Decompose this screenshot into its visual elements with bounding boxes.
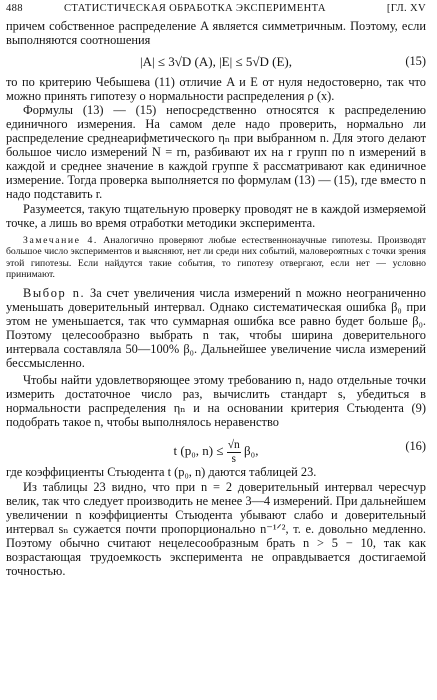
remark-4 bbox=[6, 235, 426, 281]
formula-16-fraction bbox=[227, 439, 241, 465]
formula-16-expression bbox=[6, 439, 426, 465]
page-number: 488 bbox=[6, 3, 23, 14]
formula-16-number: (16) bbox=[405, 439, 426, 454]
paragraph-6: Чтобы найти удовлетворяющее этому требованию n, надо отдельные точки измерить достаточное число раз, вычислить стандарт s, убедиться в нормальности распределения ηₙ и на основании критерия Стьюдента (9) подобрать такое n, чтобы выполнялось неравенство bbox=[6, 373, 426, 430]
formula-16-lhs: t (p₀, n) ≤ bbox=[173, 443, 224, 459]
section-label: Выбор n. bbox=[23, 285, 86, 300]
running-header bbox=[6, 3, 426, 19]
paragraph-3: Формулы (13) — (15) непосредственно относятся к распределению единичного измерения. На самом деле надо проверить, нормально ли распределение среднеарифметического ηₙ при выбранном n. Для этого делают большое число измерений N = rn, разбивают их на r групп по n измерений в каждой и среднее значение в каждой группе x̄ рассматривают как единичное измерение. Тогда проверка выполняется по формулам (13) — (15), где вместо n надо подставить r. bbox=[6, 103, 426, 202]
paragraph-1: причем собственное распределение A является симметричным. Поэтому, если выполняются соотношения bbox=[6, 19, 426, 48]
formula-16-numerator: √n bbox=[227, 439, 240, 452]
paragraph-2: то по критерию Чебышева (11) отличие A и E от нуля недостоверно, так что можно принять гипотезу о нормальности распределения ρ (x). bbox=[6, 75, 426, 104]
formula-15-expression: |A| ≤ 3√D (A), |E| ≤ 5√D (E), bbox=[140, 54, 292, 70]
running-title: СТАТИСТИЧЕСКАЯ ОБРАБОТКА ЭКСПЕРИМЕНТА bbox=[64, 3, 326, 14]
paragraph-8: Из таблицы 23 видно, что при n = 2 доверительный интервал чересчур велик, так что следует производить не менее 3—4 измерений. При дальнейшем увеличении n коэффициенты Стьюдента убывают слабо и доверительный интервал sₙ сужается почти пропорционально n⁻¹ᐟ², т. е. довольно медленно. Поэтому обычно считают нецелесообразным брать n > 5 − 10, так как возрастающая трудоемкость эксперимента не оправдывается достигаемой точностью. bbox=[6, 479, 426, 578]
formula-16-rhs: β₀, bbox=[244, 443, 259, 459]
book-page bbox=[0, 3, 437, 700]
paragraph-5-text: За счет увеличения числа измерений n можно неограниченно уменьшать доверительный интервал. Однако систематическая ошибка β₀ при этом не уменьшается, так что суммарная ошибка все равно будет больше β₀. Поэтому целесообразно выбрать n так, чтобы ширина доверительного интервала составляла 50—100% β₀. Дальнейшее увеличение числа измерений бессмысленно. bbox=[6, 285, 426, 371]
paragraph-5 bbox=[6, 286, 426, 370]
paragraph-4: Разумеется, такую тщательную проверку проводят не в каждой измеряемой точке, а лишь во время отработки методики эксперимента. bbox=[6, 201, 426, 230]
remark-label: Замечание 4. bbox=[23, 234, 98, 246]
formula-16-denominator: s bbox=[231, 453, 236, 466]
formula-15 bbox=[6, 47, 426, 75]
remark-text: Аналогично проверяют любые естественнонаучные гипотезы. Производят большое число экспериментов и выясняют, нет ли среди них событий, маловероятных с точки зрения этой гипотезы. Если найдутся такие события, то гипотезу отвергают, если нет — условно принимают. bbox=[6, 234, 426, 281]
formula-16 bbox=[6, 429, 426, 465]
paragraph-7: где коэффициенты Стьюдента t (p₀, n) даются таблицей 23. bbox=[6, 465, 317, 480]
formula-15-number: (15) bbox=[405, 54, 426, 69]
chapter-label: [ГЛ. XV bbox=[386, 3, 426, 14]
